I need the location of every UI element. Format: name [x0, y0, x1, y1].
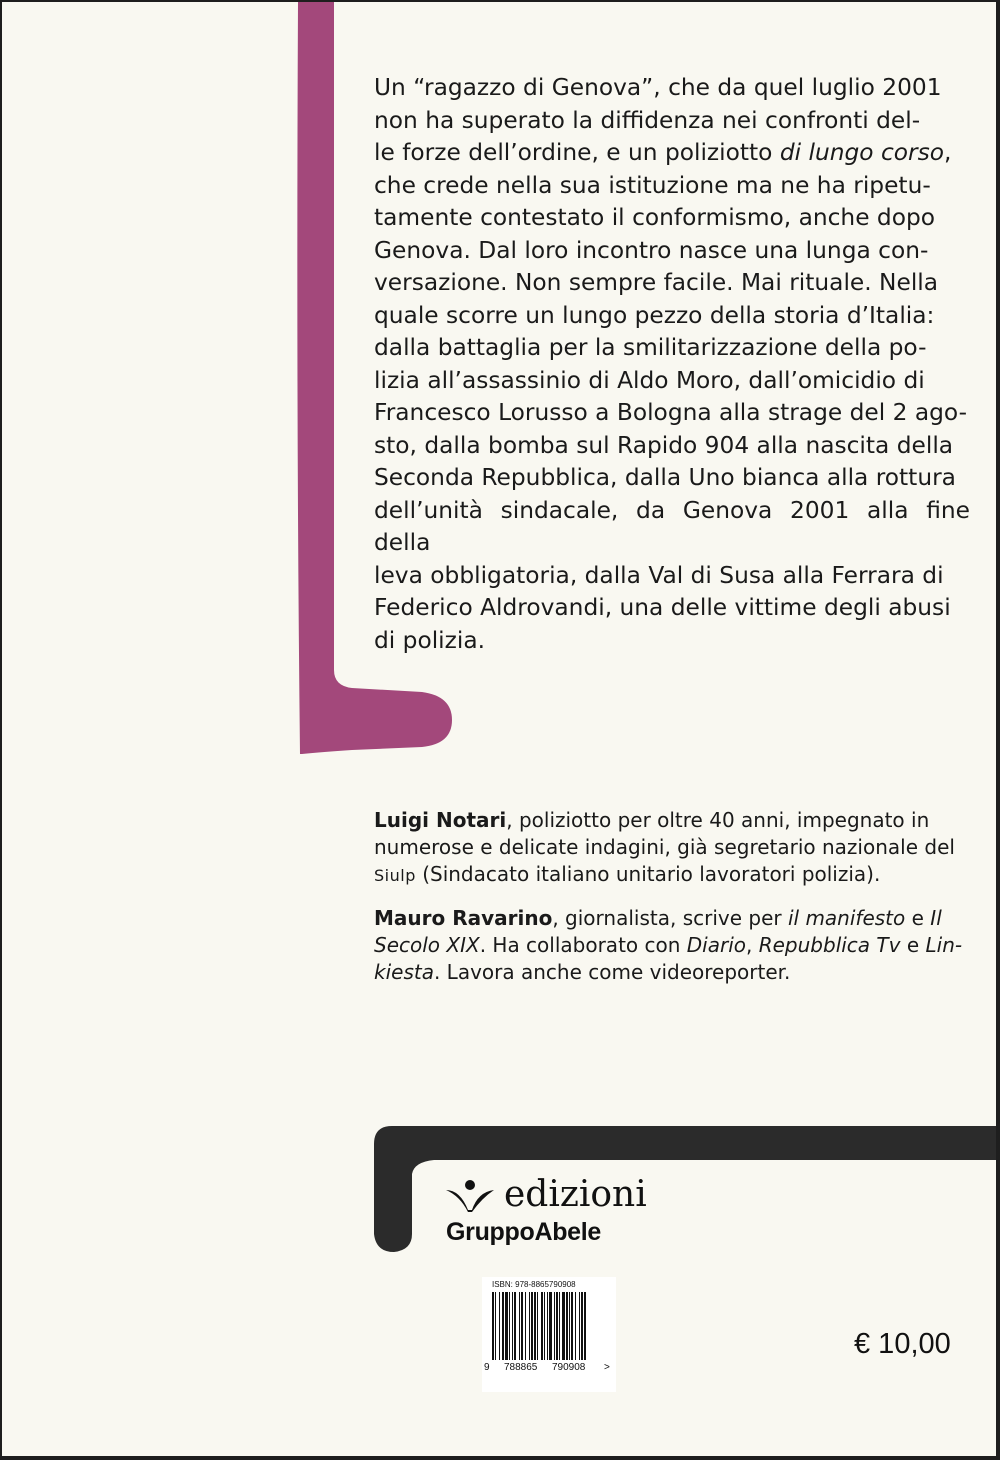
ean-first-digit: 9	[484, 1362, 490, 1373]
barcode-bar	[549, 1292, 552, 1360]
barcode-bar	[584, 1292, 586, 1360]
publication-title: il manifesto	[787, 906, 906, 930]
barcode-bar	[531, 1292, 533, 1360]
bio-text: , poliziotto per oltre 40 anni, impegnato in	[506, 808, 930, 832]
publication-title: Diario	[686, 933, 747, 957]
author-name: Luigi Notari	[374, 808, 507, 832]
synopsis-line: dalla battaglia per la smilitarizzazione della po-	[374, 334, 927, 361]
bio-line	[374, 861, 974, 889]
bio-line	[374, 959, 974, 986]
synopsis-line: non ha superato la diffidenza nei confronti del-	[374, 106, 921, 134]
ean-group-right: 790908	[552, 1362, 586, 1373]
barcode-bar	[499, 1292, 500, 1360]
publication-title: Repubblica Tv	[758, 933, 901, 957]
publication-title: kiesta	[374, 960, 434, 984]
barcode-bar	[559, 1292, 560, 1360]
synopsis-line: leva obbligatoria, dalla Val di Susa alla Ferrara di	[374, 561, 944, 589]
barcode-bar	[541, 1292, 543, 1360]
barcode-bar	[575, 1292, 576, 1360]
synopsis-line: Seconda Repubblica, dalla Uno bianca alla rottura	[374, 464, 956, 491]
barcode-bar	[562, 1292, 565, 1360]
price-label: € 10,00	[854, 1328, 951, 1360]
synopsis-line: Un “ragazzo di Genova”, che da quel luglio 2001	[374, 74, 942, 101]
synopsis-line: Federico Aldrovandi, una delle vittime degli abusi	[374, 594, 951, 621]
author-bio-notari	[374, 807, 974, 889]
barcode-bar	[556, 1292, 558, 1360]
author-bio-ravarino	[374, 905, 974, 986]
publisher-mark-icon	[442, 1178, 498, 1214]
ean-end-mark: >	[604, 1362, 610, 1373]
publication-title: Il	[930, 906, 942, 930]
barcode-bars	[492, 1292, 606, 1360]
barcode-bar	[579, 1292, 580, 1360]
synopsis-line: che crede nella sua istituzione ma ne ha ripetu-	[374, 171, 931, 199]
synopsis-span: le forze dell’ordine, e un poliziotto	[374, 139, 780, 166]
publisher-edizioni: edizioni	[504, 1174, 647, 1215]
synopsis-italic: di lungo corso	[779, 139, 944, 166]
synopsis-line: quale scorre un lungo pezzo della storia d’Italia:	[374, 301, 935, 329]
barcode-bar	[544, 1292, 545, 1360]
synopsis-span: ,	[943, 139, 952, 166]
barcode-bar	[529, 1292, 530, 1360]
isbn-barcode	[482, 1277, 616, 1392]
barcode-bar	[547, 1292, 548, 1360]
publication-title: Secolo XIX	[374, 933, 480, 957]
barcode-bar	[492, 1292, 494, 1360]
barcode-bar	[569, 1292, 570, 1360]
barcode-bar	[502, 1292, 504, 1360]
synopsis-line: Genova. Dal loro incontro nasce una lunga con-	[374, 236, 929, 264]
synopsis-line: versazione. Non sempre facile. Mai rituale. Nella	[374, 269, 939, 296]
bio-text: (Sindacato italiano unitario lavoratori polizia).	[415, 862, 881, 886]
barcode-bar	[534, 1292, 536, 1360]
bio-line	[374, 932, 974, 959]
barcode-bar	[519, 1292, 520, 1360]
bio-line: numerose e delicate indagini, già segretario nazionale del	[374, 835, 955, 859]
bio-line	[374, 807, 974, 834]
barcode-bar	[537, 1292, 538, 1360]
barcode-bar	[505, 1292, 508, 1360]
book-back-cover	[2, 2, 996, 1456]
isbn-label: ISBN: 978-8865790908	[492, 1280, 576, 1289]
synopsis-line: sto, dalla bomba sul Rapido 904 alla nascita della	[374, 431, 954, 459]
publisher-name: GruppoAbele	[446, 1218, 602, 1246]
barcode-bar	[512, 1292, 513, 1360]
synopsis-line: dell’unità sindacale, da Genova 2001 alla fine della	[374, 496, 970, 556]
barcode-bar	[581, 1292, 583, 1360]
bio-text: . Lavora anche come videoreporter.	[433, 960, 791, 984]
bio-text: e	[900, 933, 926, 957]
barcode-bar	[554, 1292, 555, 1360]
barcode-bar	[525, 1292, 526, 1360]
bio-text: e	[905, 906, 931, 930]
synopsis-line	[374, 137, 970, 170]
bio-text: , giornalista, scrive per	[552, 906, 788, 930]
synopsis-line: lizia all’assassinio di Aldo Moro, dall’omicidio di	[374, 366, 925, 394]
author-name: Mauro Ravarino	[374, 906, 553, 930]
synopsis-text	[374, 72, 970, 657]
ean-group-left: 788865	[504, 1362, 538, 1373]
barcode-bar	[514, 1292, 516, 1360]
barcode-bar	[521, 1292, 523, 1360]
synopsis-line: tamente contestato il conformismo, anche dopo	[374, 204, 936, 231]
bio-text: . Ha collaborato con	[479, 933, 687, 957]
union-acronym: Siulp	[374, 866, 416, 885]
bio-line	[374, 905, 974, 932]
publication-title: Lin-	[925, 933, 963, 957]
bio-text: ,	[746, 933, 759, 957]
synopsis-line: di polizia.	[374, 626, 486, 654]
barcode-bar	[566, 1292, 568, 1360]
synopsis-line: Francesco Lorusso a Bologna alla strage del 2 ago-	[374, 399, 967, 426]
barcode-bar	[571, 1292, 573, 1360]
barcode-bar	[495, 1292, 496, 1360]
barcode-bar	[509, 1292, 510, 1360]
